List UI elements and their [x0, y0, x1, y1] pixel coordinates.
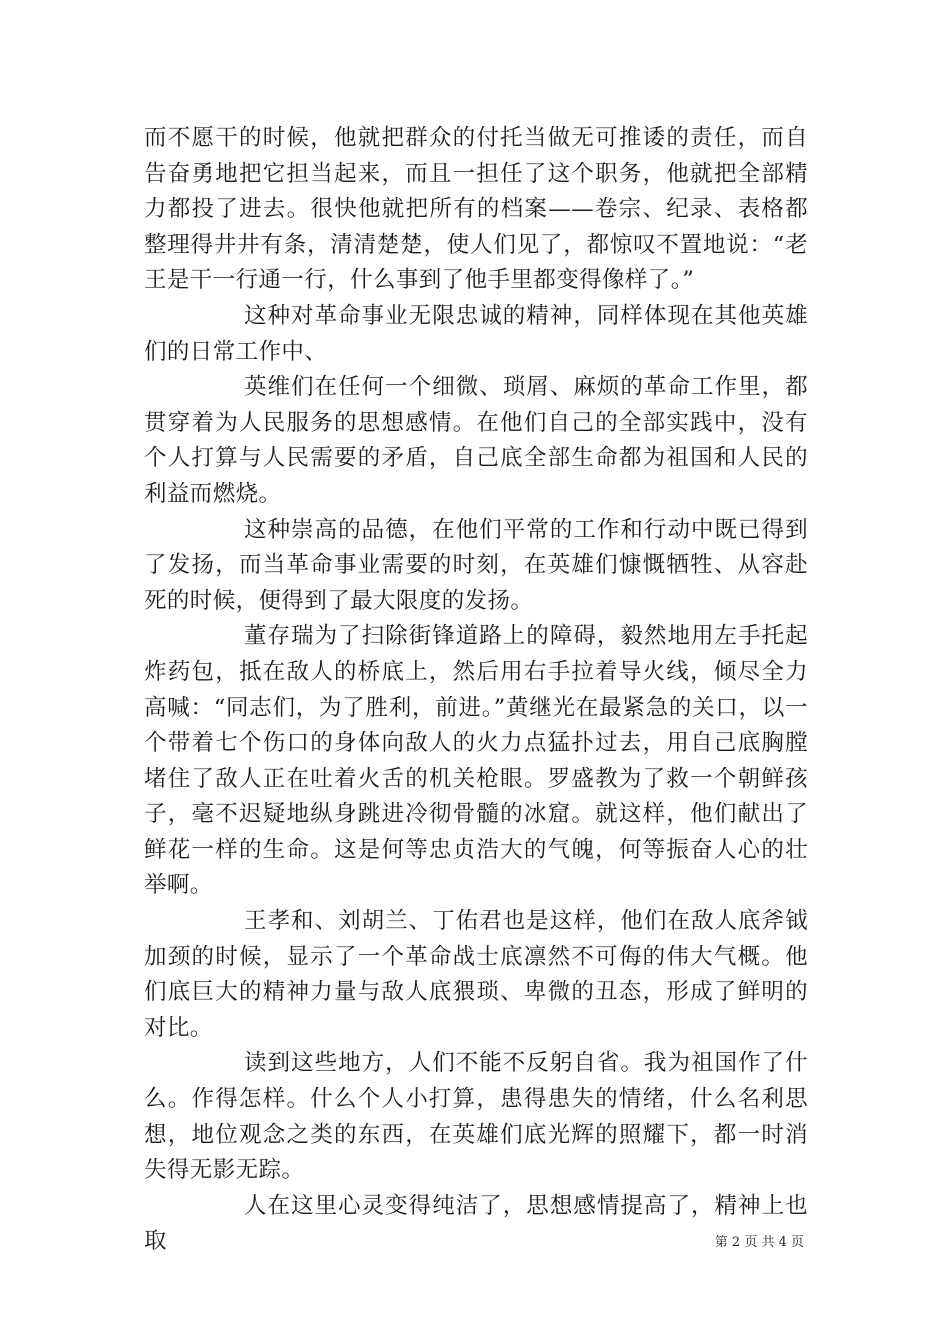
paragraph: 英维们在任何一个细微、琐屑、麻烦的革命工作里，都贯穿着为人民服务的思想感情。在他们自己的全部实践中，没有个人打算与人民需要的矛盾，自己底全部生命都为祖国和人民的利益而燃烧。: [144, 374, 808, 507]
paragraph: 董存瑞为了扫除街锋道路上的障碍，毅然地用左手托起炸药包，抵在敌人的桥底上，然后用右手拉着导火线，倾尽全力高喊：“同志们，为了胜利，前进。”黄继光在最紧急的关口，以一个带着七个伤口的身体向敌人的火力点猛扑过去，用自己底胸膛堵住了敌人正在吐着火舌的机关枪眼。罗盛教为了救一个朝鲜孩子，毫不迟疑地纵身跳进冷彻骨髓的冰窟。就这样，他们献出了鲜花一样的生命。这是何等忠贞浩大的气魄，何等振奋人心的壮举啊。: [144, 623, 808, 899]
page-number-footer: 第 2 页 共 4 页: [714, 1235, 804, 1250]
paragraph: 这种崇高的品德，在他们平常的工作和行动中既已得到了发扬，而当革命事业需要的时刻，在英雄们慷慨牺牲、从容赴死的时候，便得到了最大限度的发扬。: [144, 516, 808, 614]
paragraph: 人在这里心灵变得纯洁了，思想感情提高了，精神上也取: [144, 1192, 808, 1255]
paragraph: 王孝和、刘胡兰、丁佑君也是这样，他们在敌人底斧钺加颈的时候，显示了一个革命战士底凛然不可侮的伟大气概。他们底巨大的精神力量与敌人底猥琐、卑微的丑态，形成了鲜明的对比。: [144, 908, 808, 1041]
paragraph: 这种对革命事业无限忠诚的精神，同样体现在其他英雄们的日常工作中、: [144, 302, 808, 365]
paragraph-continued: 而不愿干的时候，他就把群众的付托当做无可推诿的责任，而自告奋勇地把它担当起来，而且一担任了这个职务，他就把全部精力都投了进去。很快他就把所有的档案——卷宗、纪录、表格都整理得井井有条，清清楚楚，使人们见了，都惊叹不置地说：“老王是干一行通一行，什么事到了他手里都变得像样了。”: [144, 125, 808, 294]
document-body: [144, 121, 808, 1260]
paragraph: 读到这些地方，人们不能不反躬自省。我为祖国作了什么。作得怎样。什么个人小打算，患得患失的情绪，什么名利思想，地位观念之类的东西，在英雄们底光辉的照耀下，都一时消失得无影无踪。: [144, 1050, 808, 1184]
